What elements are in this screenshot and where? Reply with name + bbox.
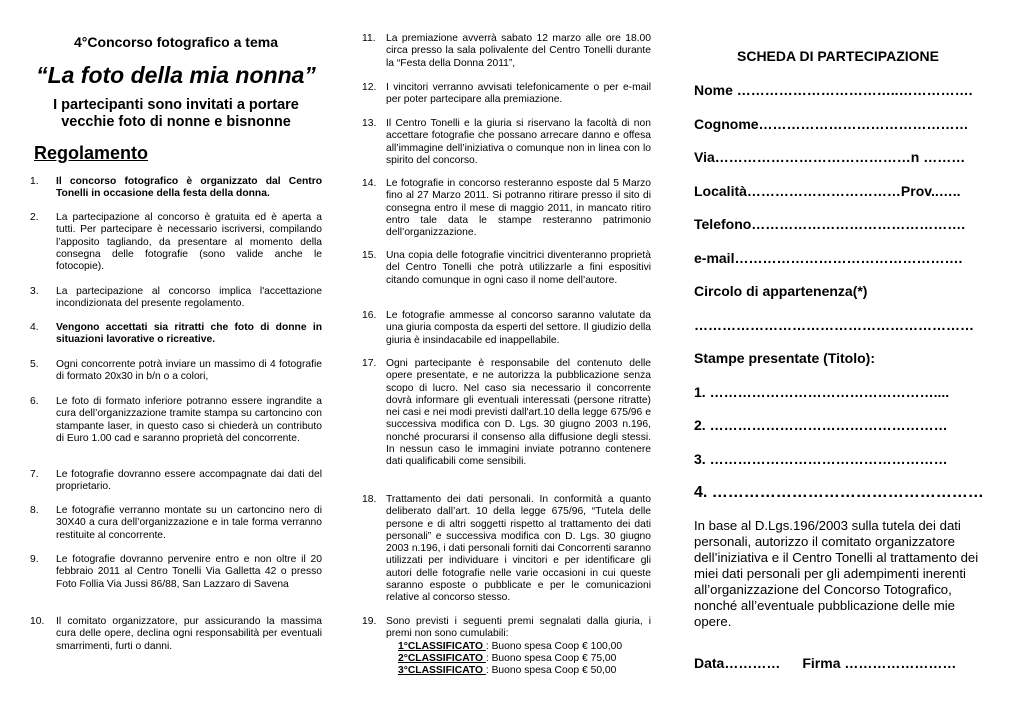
rule-item: 6. Le foto di formato inferiore potranno essere ingrandite a cura dell’organizzazione tramite stampa su cartoncino con stampante laser, in questo caso si chiederà un contributo di Euro 1.00 cad e saranno proprietà del concorrente. — [30, 396, 322, 444]
rule-item: 17. Ogni partecipante è responsabile del contenuto delle opere presentate, e ne autorizza la pubblicazione senza scopo di lucro. Nel caso sia necessario il concorrente dovrà informare gli eventuali interessati (persone ritratte) nei casi e nei modi previsti dall'art.10 della legge 675/96 e successiva modifica con D. Lgs. 30 giugno 2003 n.196, nonché procurarsi il consenso alla diffusione degli stessi. In nessun caso le immagini inviate potranno contenere dati qualificabili come sensibili. — [362, 358, 651, 468]
field-circolo[interactable]: …………………………………………………… — [694, 317, 974, 333]
contest-theme-title: “La foto della mia nonna” — [36, 62, 316, 88]
field-telefono[interactable]: Telefono………………………………………. — [694, 216, 966, 232]
prize-list — [386, 641, 651, 678]
field-localita[interactable]: Località……………………………Prov..….. — [694, 183, 961, 199]
field-stampa-4[interactable]: 4. …………………………………………… — [694, 484, 984, 501]
rule-item: 10. Il comitato organizzatore, pur assicurando la massima cura delle opere, declina ogni responsabilità per eventuali smarrimenti, furti o danni. — [30, 616, 322, 652]
form-title: SCHEDA DI PARTECIPAZIONE — [737, 48, 939, 64]
prize-item: 1°CLASSIFICATO : Buono spesa Coop € 100,00 — [398, 640, 623, 652]
prize-item: 2°CLASSIFICATO : Buono spesa Coop € 75,00 — [398, 652, 617, 664]
field-cognome[interactable]: Cognome……………………………………… — [694, 116, 969, 132]
rule-item: 4. Vengono accettati sia ritratti che foto di donne in situazioni lavorative o ricreative. — [30, 322, 322, 346]
field-email[interactable]: e-mail…………………………………………. — [694, 250, 963, 266]
rule-item: 7. Le fotografie dovranno essere accompagnate dai dati del proprietario. — [30, 469, 322, 493]
field-via[interactable]: Via……………………………………n ……… — [694, 149, 966, 165]
rule-item: 16. Le fotografie ammesse al concorso saranno valutate da una giuria composta da esperti del settore. Il giudizio della giuria è insindacabile ed inappellabile. — [362, 310, 652, 346]
rule-item: 1. Il concorso fotografico è organizzato dal Centro Tonelli in occasione della festa della donna. — [30, 176, 322, 200]
field-data[interactable]: Data………… — [694, 655, 781, 671]
field-circolo-label: Circolo di appartenenza(*) — [694, 283, 868, 299]
rule-item: 11. La premiazione avverrà sabato 12 marzo alle ore 18.00 circa presso la sala polivalente del Centro Tonelli durante la “Festa della Donna 2011”, — [362, 33, 651, 69]
rule-item: 2. La partecipazione al concorso è gratuita ed è aperta a tutti. Per partecipare è necessario iscriversi, compilando l’apposito tagliando, da presentare al momento della consegna delle fotografie (sono valide anche le fotocopie). — [30, 212, 322, 273]
regolamento-heading: Regolamento — [34, 143, 149, 163]
rule-item: 14. Le fotografie in concorso resteranno esposte dal 5 Marzo fino al 27 Marzo 2011. Si potranno ritirare presso il sito di consegna entro il mese di maggio 2011, in mancato ritiro entro tale data le stampe resteranno patrimonio dell’organizzazione. — [362, 178, 651, 239]
prize-item: 3°CLASSIFICATO : Buono spesa Coop € 50,00 — [398, 665, 617, 677]
rule-item: 8. Le fotografie verranno montate su un cartoncino nero di 30X40 a cura dell’organizzazione e in tale forma verranno restituite al concorrente. — [30, 505, 322, 541]
signature-row — [694, 655, 984, 671]
field-stampa-2[interactable]: 2. …………………………………………… — [694, 417, 948, 433]
rule-item: 19. Sono previsti i seguenti premi segnalati dalla giuria, i premi non sono cumulabili: 1°CLASSIFICATO : Buono spesa Coop € 100,00 2°CLASSIFICATO : Buono spesa Coop € 75,00 3°CLASSIFICATO : Buono spesa Coop € 50,00 — [362, 616, 651, 677]
rule-item: 5. Ogni concorrente potrà inviare un massimo di 4 fotografie di formato 20x30 in b/n o a colori, — [30, 359, 322, 383]
contest-edition-heading: 4°Concorso fotografico a tema — [74, 34, 278, 50]
field-stampa-3[interactable]: 3. …………………………………………… — [694, 451, 948, 467]
field-stampa-1[interactable]: 1. ………………………………………….... — [694, 384, 950, 400]
rule-item: 13. Il Centro Tonelli e la giuria si riservano la facoltà di non accettare fotografie che possano arrecare danno e offesa all’immagine dell’iniziativa o comunque non in linea con lo spirito del concorso. — [362, 118, 651, 166]
rule-item: 3. La partecipazione al concorso implica l'accettazione incondizionata del presente regolamento. — [30, 286, 322, 310]
rule-item: 9. Le fotografie dovranno pervenire entro e non oltre il 20 febbraio 2011 al Centro Tonelli Via Galletta 42 o presso Foto Follia Via Jussi 86/88, San Lazzaro di Savena — [30, 554, 322, 590]
field-nome[interactable]: Nome ……………………………..……………. — [694, 82, 973, 98]
stampe-label: Stampe presentate (Titolo): — [694, 350, 875, 366]
privacy-consent: In base al D.Lgs.196/2003 sulla tutela dei dati personali, autorizzo il comitato organizzatore dell’iniziativa e il Centro Tonelli al trattamento dei miei dati personali per gli adempimenti inerenti all’organizzazione del Concorso Totografico, nonché all’eventuale pubblicazione delle mie opere. — [694, 518, 979, 629]
field-firma[interactable]: Firma …………………… — [802, 655, 957, 671]
rule-item: 15. Una copia delle fotografie vincitrici diventeranno proprietà del Centro Tonelli che potrà utilizzarle a fini espositivi citando comunque in ogni caso il nome dell’autore. — [362, 250, 651, 286]
rule-item: 18. Trattamento dei dati personali. In conformità a quanto deliberato dall’art. 10 della legge 675/96, “Tutela delle persone e di altri soggetti rispetto al trattamento dei dati personali” e successiva modifica con D. Lgs. 30 giugno 2003 n.196, i dati personali forniti dai Concorrenti saranno utilizzati per individuare i vincitori e per identificare gli autori delle fotografie nelle varie occasioni in cui queste saranno esposte o pubblicate e per le comunicazioni relative al concorso stesso. — [362, 494, 651, 604]
rule-item: 12. I vincitori verranno avvisati telefonicamente o per e-mail per poter partecipare alla premiazione. — [362, 82, 651, 106]
contest-invitation: I partecipanti sono invitati a portare vecchie foto di nonne e bisnonne — [53, 97, 299, 130]
